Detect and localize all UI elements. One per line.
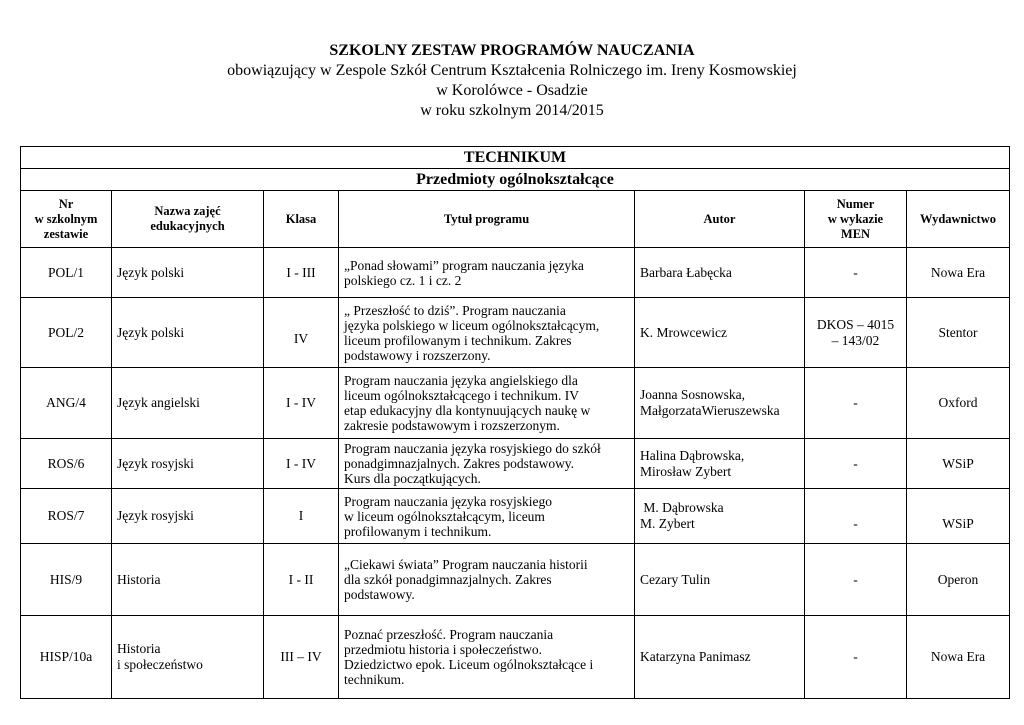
cell-autor-line: Barbara Łabęcka <box>640 264 732 280</box>
table-subtitle-row <box>21 169 1010 191</box>
cell-nazwa <box>112 544 264 616</box>
cell-nazwa <box>112 368 264 439</box>
cell-autor <box>635 489 805 544</box>
cell-klasa: I - III <box>264 248 339 298</box>
cell-tytul-line: ponadgimnazjalnych. Zakres podstawowy. <box>344 456 575 471</box>
technikum-title: TECHNIKUM <box>21 147 1010 169</box>
cell-numer <box>805 489 907 544</box>
cell-nazwa-line: Historia <box>117 571 161 587</box>
cell-autor <box>635 298 805 368</box>
col-header-numer <box>805 191 907 248</box>
cell-tytul-line: liceum profilowanym i technikum. Zakres <box>344 332 572 348</box>
cell-autor <box>635 368 805 439</box>
cell-numer-line: - <box>853 395 858 410</box>
cell-wydawnictwo: WSiP <box>907 439 1010 489</box>
cell-nr: HIS/9 <box>21 544 112 616</box>
cell-tytul-line: profilowanym i technikum. <box>344 523 492 539</box>
cell-tytul-line: języka polskiego w liceum ogólnokształcącym, <box>344 317 600 333</box>
cell-nr: ROS/6 <box>21 439 112 489</box>
cell-numer <box>805 544 907 616</box>
col-header-tytul: Tytuł programu <box>339 191 635 248</box>
cell-tytul-line: podstawowy i rozszerzony. <box>344 347 491 363</box>
cell-autor <box>635 616 805 699</box>
table-row <box>21 439 1010 489</box>
cell-nazwa-line: i społeczeństwo <box>117 657 203 672</box>
col-header-numer-line: Numer <box>836 196 875 211</box>
cell-autor-line: M. Zybert <box>640 516 695 531</box>
cell-nazwa <box>112 298 264 368</box>
cell-autor <box>635 544 805 616</box>
cell-wydawnictwo: WSiP <box>907 489 1010 544</box>
cell-autor-line: M. Dąbrowska <box>640 500 724 515</box>
cell-numer <box>805 248 907 298</box>
cell-tytul <box>339 298 635 368</box>
cell-tytul-line: Kurs dla początkujących. <box>344 471 481 486</box>
cell-numer <box>805 298 907 368</box>
cell-nazwa-line: Język polski <box>117 264 185 280</box>
cell-nr: HISP/10a <box>21 616 112 699</box>
col-header-nr-line: w szkolnym <box>34 211 98 226</box>
cell-nazwa-line: Język rosyjski <box>117 455 194 471</box>
cell-tytul-line: technikum. <box>344 672 405 687</box>
cell-klasa: III – IV <box>264 616 339 699</box>
cell-tytul <box>339 544 635 616</box>
column-header-row <box>21 191 1010 248</box>
school-name-line: obowiązujący w Zespole Szkół Centrum Kształcenia Rolniczego im. Ireny Kosmowskiej <box>227 62 797 79</box>
cell-tytul <box>339 616 635 699</box>
cell-nr: POL/2 <box>21 298 112 368</box>
cell-numer <box>805 616 907 699</box>
cell-tytul-line: etap edukacyjny dla kontynuujących naukę w <box>344 403 591 418</box>
cell-nr: ANG/4 <box>21 368 112 439</box>
cell-tytul-line: Program nauczania języka rosyjskiego <box>344 493 553 509</box>
cell-numer-line: - <box>853 264 858 280</box>
curriculum-table <box>20 146 1010 699</box>
cell-wydawnictwo: Stentor <box>907 298 1010 368</box>
cell-tytul <box>339 489 635 544</box>
table-row <box>21 616 1010 699</box>
cell-numer-line: – 143/02 <box>831 332 880 348</box>
col-header-numer-line: w wykazie <box>827 211 884 226</box>
cell-nazwa-line: Język angielski <box>117 395 200 410</box>
location-line: w Korolówce - Osadzie <box>436 82 588 99</box>
cell-autor <box>635 439 805 489</box>
col-header-nr-line: zestawie <box>43 226 89 241</box>
cell-autor-line: Katarzyna Panimasz <box>640 649 751 664</box>
cell-numer-line: DKOS – 4015 <box>816 316 895 332</box>
cell-tytul-line: liceum ogólnokształcącego i technikum. IV <box>344 388 580 403</box>
cell-autor-line: Halina Dąbrowska, <box>640 447 745 463</box>
cell-nazwa-line: Język polski <box>117 324 185 340</box>
col-header-nr <box>21 191 112 248</box>
table-title-row <box>21 147 1010 169</box>
cell-autor-line: Cezary Tulin <box>640 571 711 587</box>
cell-nazwa <box>112 248 264 298</box>
cell-autor-line: K. Mrowcewicz <box>640 324 727 340</box>
cell-wydawnictwo: Nowa Era <box>907 616 1010 699</box>
cell-numer <box>805 368 907 439</box>
cell-nr: ROS/7 <box>21 489 112 544</box>
table-row <box>21 248 1010 298</box>
cell-tytul-line: „ Przeszłość to dziś”. Program nauczania <box>344 302 566 318</box>
cell-tytul-line: Program nauczania języka angielskiego dla <box>344 373 578 388</box>
col-header-numer-line: MEN <box>840 226 871 241</box>
cell-autor <box>635 248 805 298</box>
cell-klasa: I - IV <box>264 439 339 489</box>
document-title: SZKOLNY ZESTAW PROGRAMÓW NAUCZANIA <box>329 42 695 59</box>
cell-autor-line: MałgorzataWieruszewska <box>640 403 780 418</box>
table-row <box>21 368 1010 439</box>
cell-klasa: I - IV <box>264 368 339 439</box>
cell-tytul-line: Poznać przeszłość. Program nauczania <box>344 627 554 642</box>
cell-tytul <box>339 368 635 439</box>
cell-tytul <box>339 248 635 298</box>
cell-tytul <box>339 439 635 489</box>
cell-klasa: I <box>264 489 339 544</box>
cell-tytul-line: Dziedzictwo epok. Liceum ogólnokształcące i <box>344 657 594 672</box>
col-header-nazwa <box>112 191 264 248</box>
cell-numer-line: - <box>853 515 858 531</box>
col-header-nazwa-line: Nazwa zajęć <box>154 204 221 218</box>
cell-tytul-line: Program nauczania języka rosyjskiego do szkół <box>344 441 601 456</box>
cell-klasa: IV <box>264 298 339 368</box>
col-header-nazwa-line: edukacyjnych <box>150 219 225 233</box>
school-year-line: w roku szkolnym 2014/2015 <box>420 102 604 119</box>
table-row <box>21 298 1010 368</box>
cell-numer-line: - <box>853 455 858 471</box>
cell-klasa: I - II <box>264 544 339 616</box>
cell-tytul-line: w liceum ogólnokształcącym, liceum <box>344 508 545 524</box>
cell-nazwa-line: Historia <box>117 641 161 656</box>
col-header-klasa: Klasa <box>264 191 339 248</box>
cell-nazwa <box>112 616 264 699</box>
cell-autor-line: Joanna Sosnowska, <box>640 387 745 402</box>
table-body <box>21 248 1010 699</box>
table-row <box>21 489 1010 544</box>
table-row <box>21 544 1010 616</box>
cell-numer <box>805 439 907 489</box>
cell-tytul-line: dla szkół ponadgimnazjalnych. Zakres <box>344 572 552 587</box>
cell-wydawnictwo: Nowa Era <box>907 248 1010 298</box>
cell-tytul-line: przedmiotu historia i społeczeństwo. <box>344 642 542 657</box>
cell-tytul-line: zakresie podstawowym i rozszerzonym. <box>344 418 560 433</box>
cell-tytul-line: „Ciekawi świata” Program nauczania historii <box>344 557 588 572</box>
document-header <box>0 41 1024 121</box>
cell-tytul-line: „Ponad słowami” program nauczania języka <box>344 257 584 273</box>
col-header-nr-line: Nr <box>58 196 74 211</box>
cell-nazwa <box>112 489 264 544</box>
col-header-autor: Autor <box>635 191 805 248</box>
cell-nazwa-line: Język rosyjski <box>117 508 194 523</box>
subjects-subtitle: Przedmioty ogólnokształcące <box>21 169 1010 191</box>
cell-wydawnictwo: Operon <box>907 544 1010 616</box>
cell-autor-line: Mirosław Zybert <box>640 463 732 479</box>
cell-nr: POL/1 <box>21 248 112 298</box>
cell-numer-line: - <box>853 649 858 664</box>
col-header-wydawnictwo: Wydawnictwo <box>907 191 1010 248</box>
cell-tytul-line: polskiego cz. 1 i cz. 2 <box>344 272 462 288</box>
cell-tytul-line: podstawowy. <box>344 587 415 602</box>
cell-nazwa <box>112 439 264 489</box>
cell-numer-line: - <box>853 571 858 587</box>
cell-wydawnictwo: Oxford <box>907 368 1010 439</box>
